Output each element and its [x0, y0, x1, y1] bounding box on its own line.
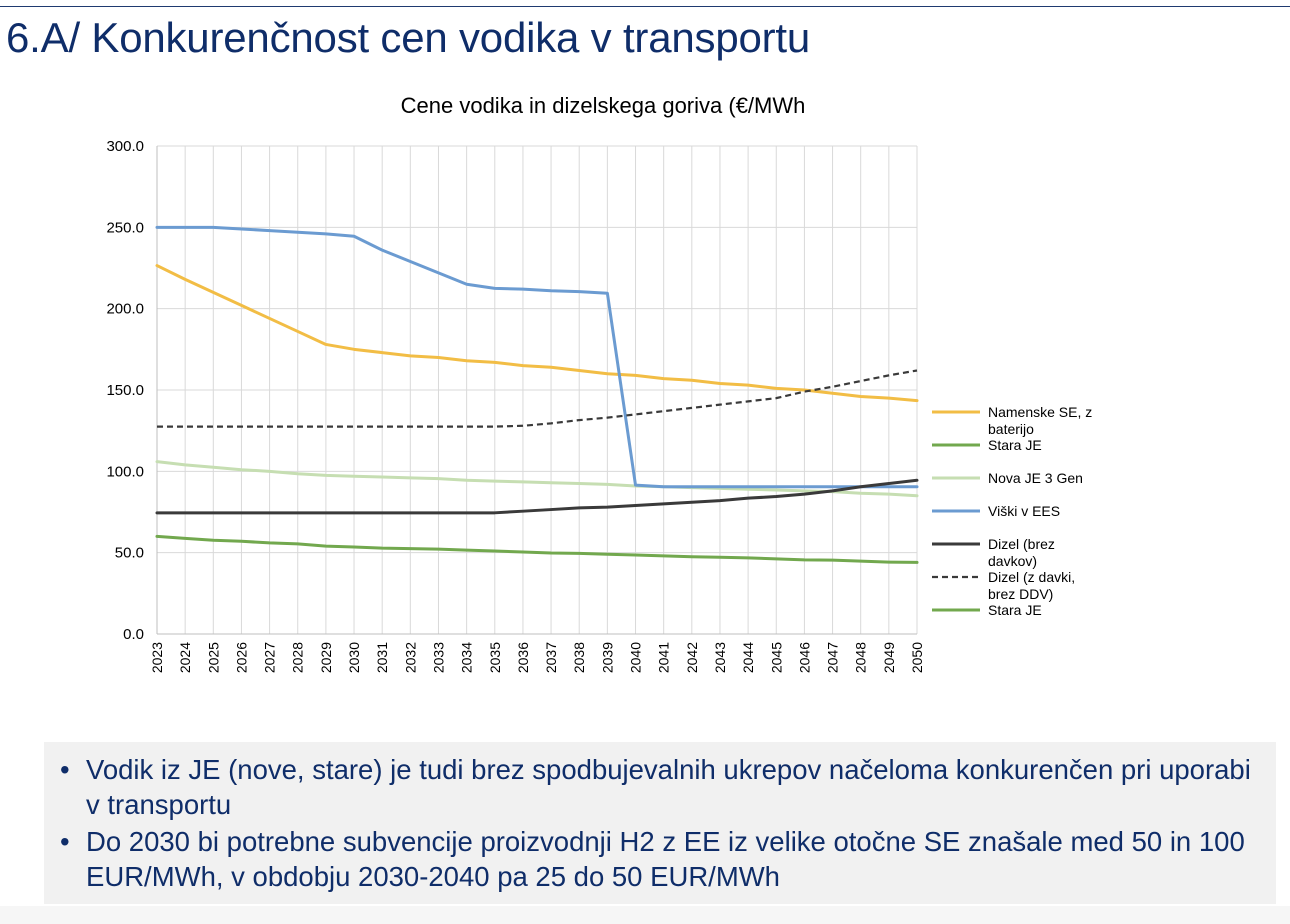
x-tick-label: 2050: [909, 642, 925, 674]
x-tick-label: 2041: [655, 642, 672, 674]
bullet-item: [60, 752, 1256, 822]
chart-series: [157, 227, 917, 562]
legend-label: Namenske SE, z baterijo: [988, 404, 1093, 437]
y-tick-label: 100.0: [106, 463, 144, 481]
legend-label: Dizel (brez davkov): [988, 536, 1055, 569]
x-tick-label: 2043: [711, 642, 728, 674]
series-line: [157, 266, 917, 401]
bullet-text: Vodik iz JE (nove, stare) je tudi brez spodbujevalnih ukrepov načeloma konkurenčen pri uporabi v transportu: [86, 754, 1251, 820]
legend-label: Stara JE: [988, 602, 1042, 618]
series-line: [157, 462, 917, 496]
footer-strip: [0, 906, 1290, 924]
y-tick-label: 0.0: [123, 626, 144, 643]
y-tick-label: 200.0: [106, 300, 144, 318]
x-tick-label: 2044: [740, 642, 757, 674]
slide-title: 6.A/ Konkurenčnost cen vodika v transportu: [6, 14, 811, 61]
x-tick-label: 2042: [683, 642, 700, 674]
x-tick-label: 2027: [261, 642, 278, 674]
legend-label: Stara JE: [988, 437, 1042, 453]
legend-label: Viški v EES: [988, 503, 1061, 519]
legend-label: Dizel (z davki, brez DDV): [988, 569, 1076, 602]
x-tick-label: 2047: [824, 642, 841, 674]
chart-title: Cene vodika in dizelskega goriva (€/MWh: [400, 93, 806, 118]
x-tick-label: 2046: [796, 642, 813, 674]
x-tick-label: 2028: [289, 642, 306, 674]
chart-axes: [106, 138, 925, 673]
x-tick-label: 2045: [768, 642, 785, 674]
x-tick-label: 2049: [880, 642, 897, 674]
series-line: [157, 480, 917, 513]
x-tick-label: 2032: [402, 642, 419, 674]
x-tick-label: 2048: [852, 642, 869, 674]
y-tick-label: 50.0: [114, 544, 144, 562]
x-tick-label: 2026: [233, 642, 250, 674]
x-tick-label: 2025: [205, 642, 222, 674]
y-tick-label: 300.0: [106, 138, 144, 155]
chart-legend: [932, 404, 1092, 618]
x-tick-label: 2036: [514, 642, 531, 674]
bullet-item: [60, 824, 1256, 894]
x-tick-label: 2031: [374, 642, 391, 674]
bullet-box: [44, 742, 1276, 904]
x-tick-label: 2029: [317, 642, 334, 674]
series-line: [157, 370, 917, 426]
x-tick-label: 2040: [627, 642, 644, 674]
y-tick-label: 150.0: [106, 382, 144, 399]
bullet-glyph: •: [60, 754, 70, 785]
bullet-text: Do 2030 bi potrebne subvencije proizvodnji H2 z EE iz velike otočne SE znašale med 50 in 100 EUR/MWh, v obdobju 2030-2040 pa 25 do 50 EUR/MWh: [86, 826, 1245, 892]
price-chart: [0, 80, 1290, 720]
x-tick-label: 2037: [543, 642, 560, 674]
x-tick-label: 2030: [346, 642, 363, 674]
x-tick-label: 2035: [486, 642, 503, 674]
legend-label: Nova JE 3 Gen: [988, 470, 1083, 486]
y-tick-label: 250.0: [106, 219, 144, 237]
series-line: [157, 227, 917, 486]
x-tick-label: 2038: [571, 642, 588, 674]
x-tick-label: 2033: [430, 642, 447, 674]
x-tick-label: 2034: [458, 642, 475, 674]
series-line: [157, 536, 917, 562]
bullet-glyph: •: [60, 826, 70, 857]
x-tick-label: 2024: [177, 642, 194, 674]
x-tick-label: 2039: [599, 642, 616, 674]
x-tick-label: 2023: [149, 642, 165, 674]
top-rule: [0, 6, 1290, 7]
